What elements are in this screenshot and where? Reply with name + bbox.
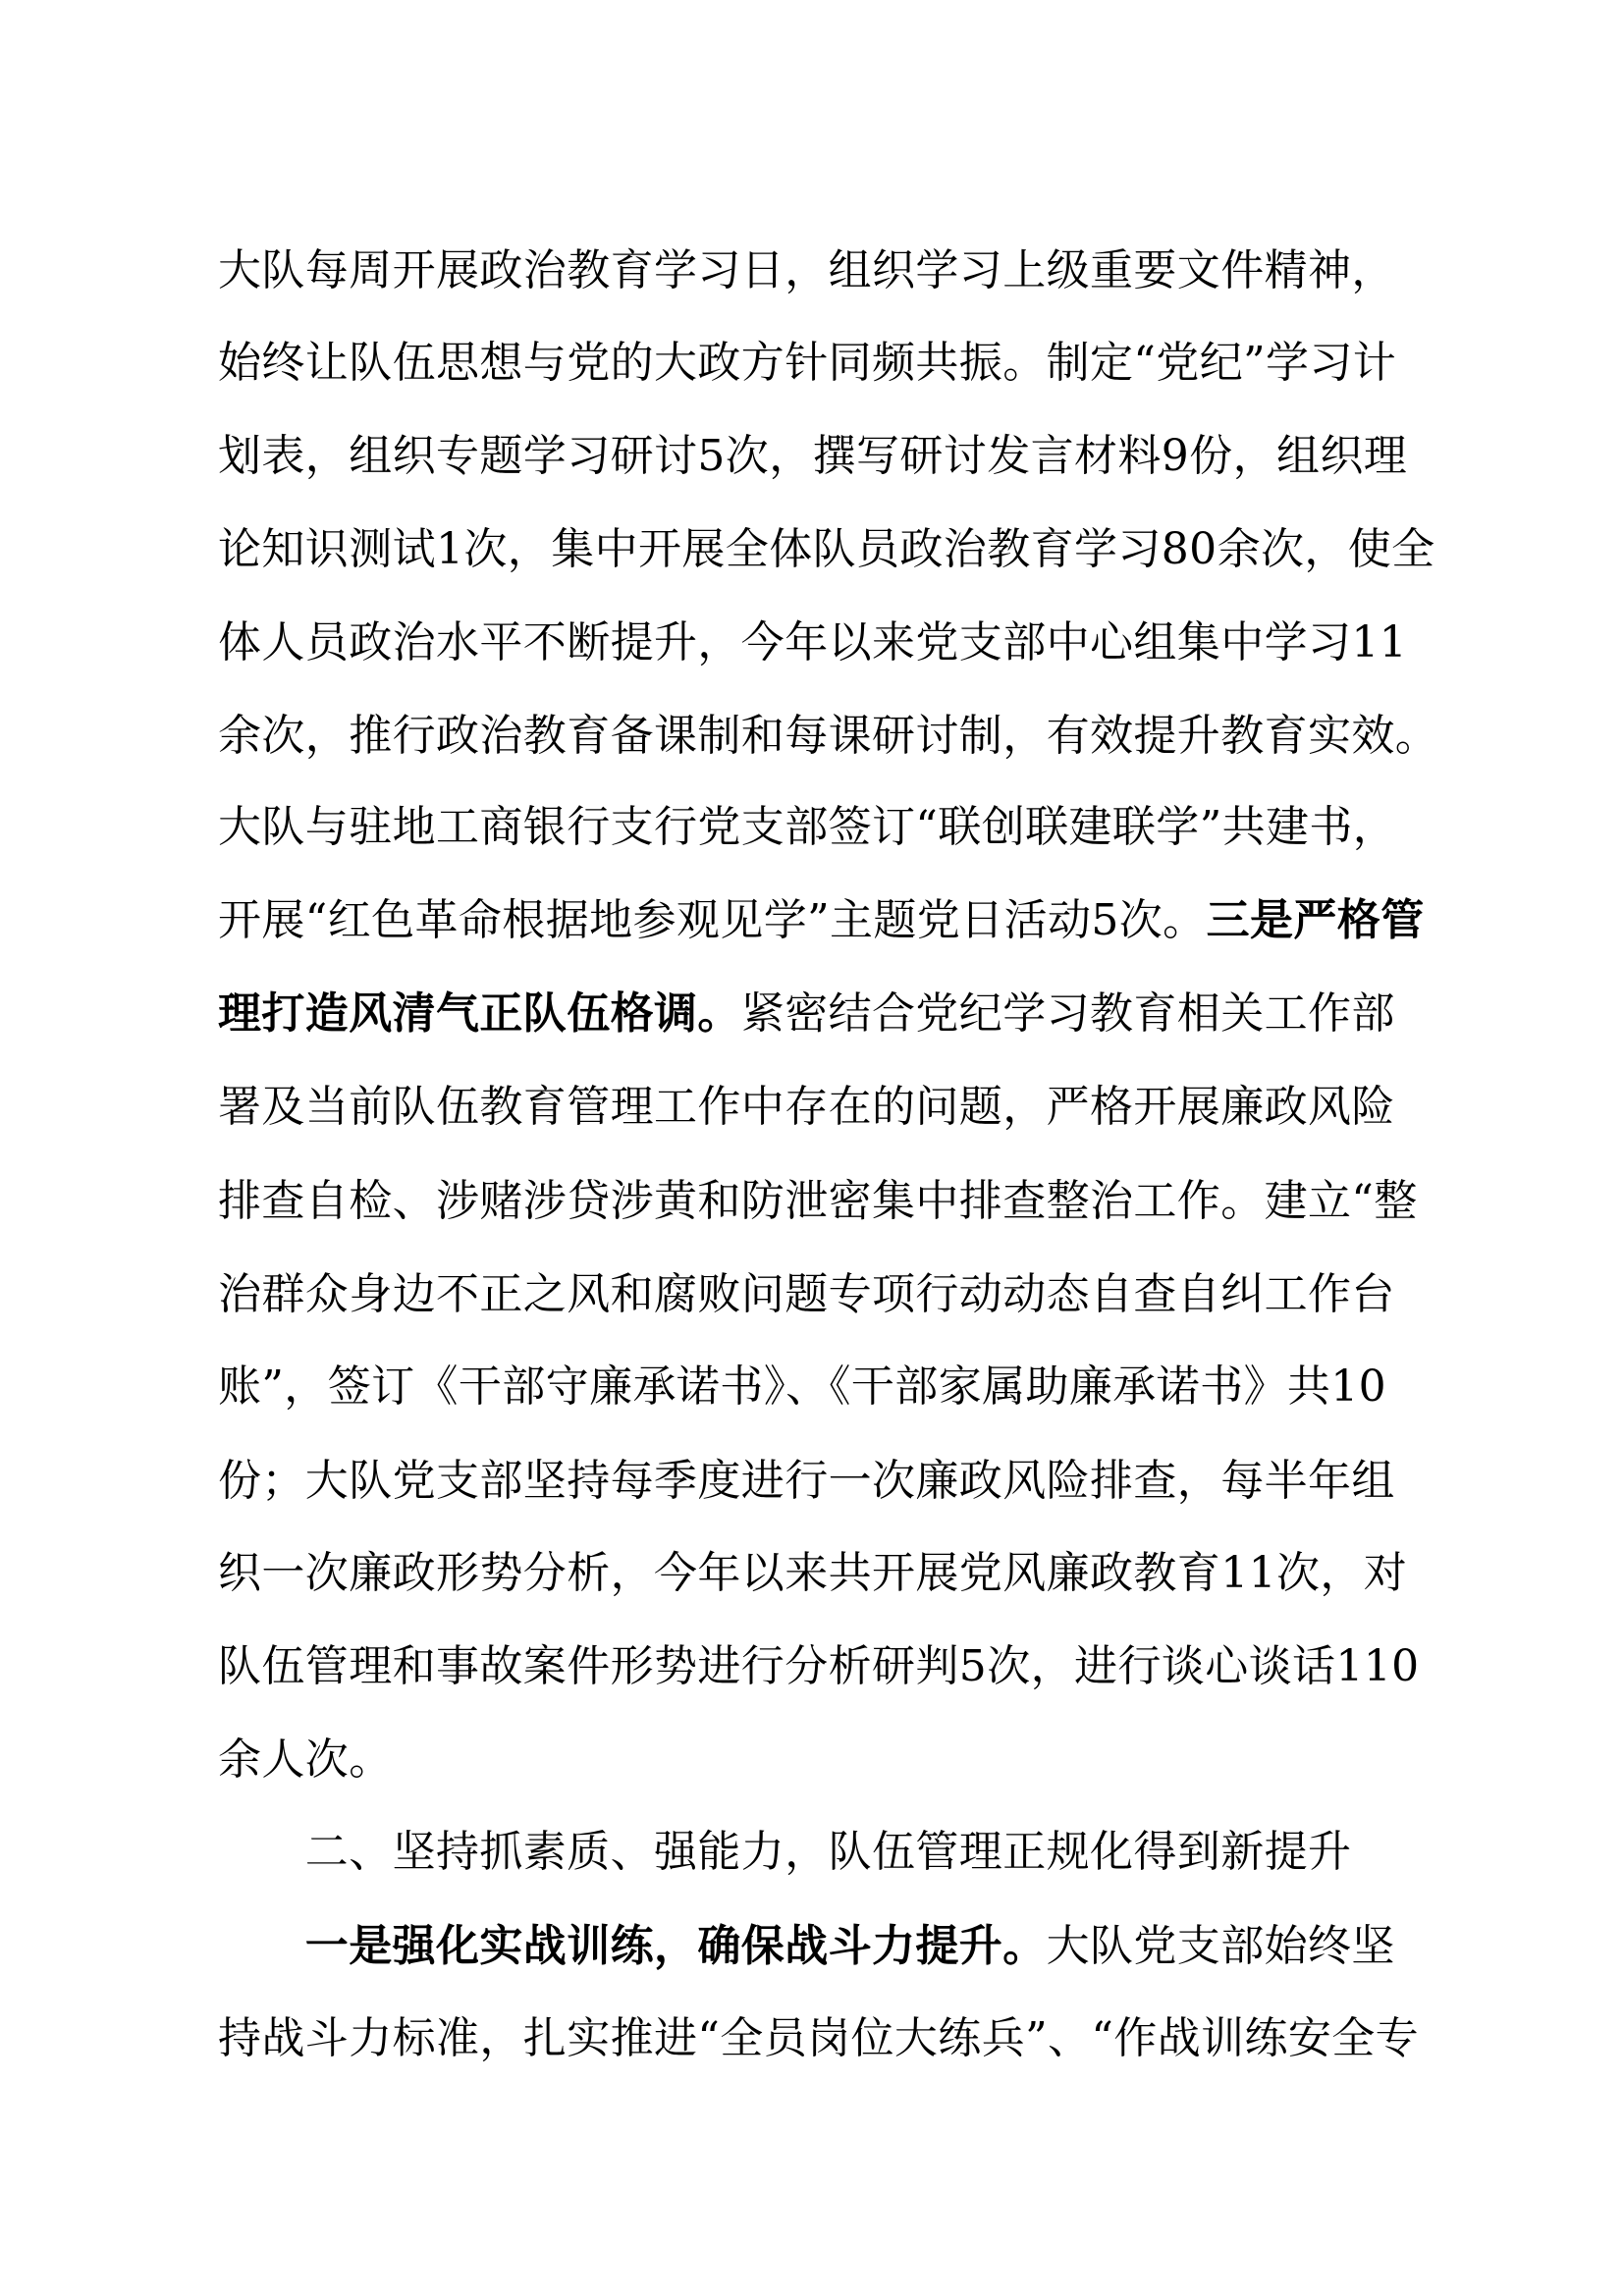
text-segment: 开展“红色革命根据地参观见学”主题党日活动5次。 [218, 895, 1207, 945]
text-segment: 论知识测试1次，集中开展全体队员政治教育学习80余次，使全 [218, 524, 1435, 574]
text-line [218, 1992, 1445, 2086]
bold-text-segment: 一是强化实战训练，确保战斗力提升。 [218, 1921, 1047, 1971]
text-segment: 排查自检、涉赌涉贷涉黄和防泄密集中排查整治工作。建立“整 [218, 1176, 1418, 1226]
text-line [218, 1899, 1445, 1994]
text-segment: 治群众身边不正之风和腐败问题专项行动动态自查自纠工作台 [218, 1269, 1395, 1319]
text-segment: 账”，签订《干部守廉承诺书》、《干部家属助廉承诺书》共10 [218, 1362, 1387, 1412]
text-line [218, 1060, 1445, 1154]
text-line [218, 967, 1445, 1061]
text-line [218, 689, 1445, 783]
text-line [218, 1340, 1445, 1434]
text-segment: 始终让队伍思想与党的大政方针同频共振。制定“党纪”学习计 [218, 338, 1397, 388]
text-line [218, 1434, 1445, 1528]
bold-text-segment: 三是严格管 [1206, 895, 1425, 945]
text-segment: 持战斗力标准，扎实推进“全员岗位大练兵”、“作战训练安全专 [218, 2013, 1420, 2063]
text-line [218, 1620, 1445, 1714]
text-segment: 份；大队党支部坚持每季度进行一次廉政风险排查，每半年组 [218, 1456, 1395, 1506]
text-segment: 划表，组织专题学习研讨5次，撰写研讨发言材料9份，组织理 [218, 431, 1408, 481]
text-line [218, 1713, 1445, 1807]
text-segment: 署及当前队伍教育管理工作中存在的问题，严格开展廉政风险 [218, 1082, 1395, 1132]
text-line [218, 596, 1445, 690]
text-line [218, 1154, 1445, 1249]
text-segment: 余人次。 [218, 1735, 393, 1785]
text-segment: 二、坚持抓素质、强能力，队伍管理正规化得到新提升 [218, 1827, 1352, 1877]
text-segment: 余次，推行政治教育备课制和每课研讨制，有效提升教育实效。 [218, 711, 1439, 761]
text-segment: 织一次廉政形势分析，今年以来共开展党风廉政教育11次，对 [218, 1548, 1408, 1598]
text-line [218, 503, 1445, 597]
text-segment: 大队每周开展政治教育学习日，组织学习上级重要文件精神， [218, 245, 1395, 295]
text-line [218, 316, 1445, 410]
text-line [218, 1248, 1445, 1342]
text-segment: 紧密结合党纪学习教育相关工作部 [740, 988, 1395, 1039]
text-line [218, 1526, 1445, 1621]
text-line [218, 780, 1445, 875]
text-segment: 队伍管理和事故案件形势进行分析研判5次，进行谈心谈话110 [218, 1641, 1420, 1691]
text-line [218, 1805, 1445, 1899]
text-segment: 大队与驻地工商银行支行党支部签订“联创联建联学”共建书， [218, 802, 1397, 852]
text-line [218, 224, 1445, 318]
text-segment: 体人员政治水平不断提升，今年以来党支部中心组集中学习11 [218, 617, 1408, 667]
text-line [218, 409, 1445, 504]
text-line [218, 874, 1445, 968]
bold-text-segment: 理打造风清气正队伍格调。 [218, 988, 741, 1039]
text-segment: 大队党支部始终坚 [1046, 1921, 1395, 1971]
